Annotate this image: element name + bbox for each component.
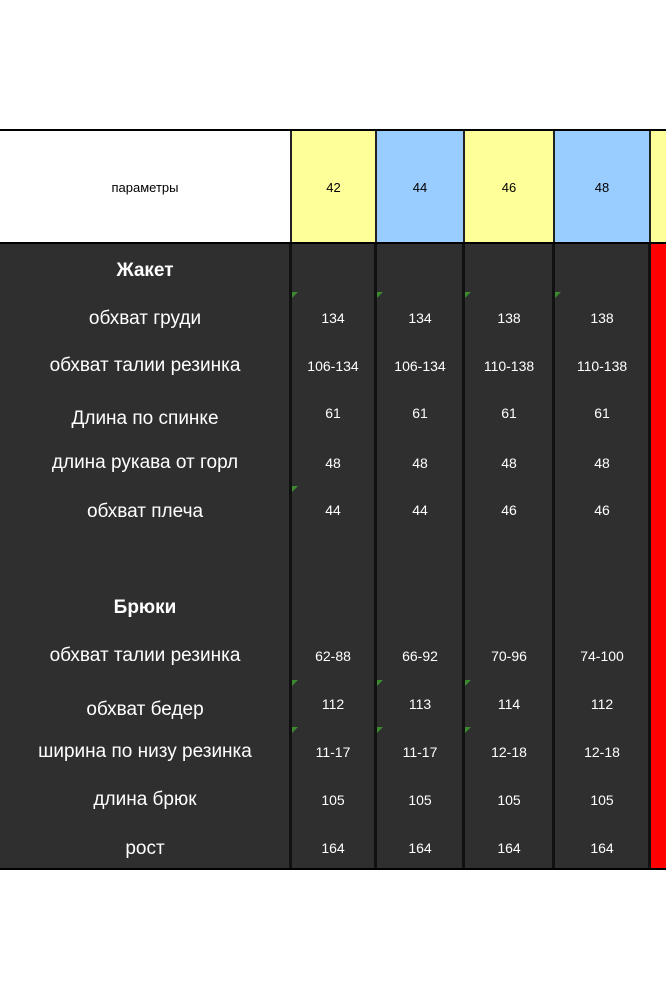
size-value-cell: 164 — [408, 840, 432, 856]
row-label: длина брюк — [93, 789, 197, 810]
comment-marker-icon — [465, 292, 471, 298]
size-value-cell: 112 — [590, 696, 614, 712]
comment-marker-icon — [555, 292, 561, 298]
size-value-cell: 106-134 — [307, 358, 359, 374]
size-value-cell: 46 — [501, 502, 517, 518]
size-value-cell: 46 — [594, 502, 610, 518]
size-value-cell: 164 — [497, 840, 521, 856]
size-value-cell: 48 — [594, 455, 610, 471]
size-header-label: 46 — [501, 179, 517, 195]
row-label: Длина по спинке — [71, 408, 219, 429]
size-header-label: 42 — [326, 179, 341, 195]
size-header-label: 44 — [412, 179, 428, 195]
row-label: обхват талии резинка — [49, 355, 241, 376]
size-value-cell: 11-17 — [315, 744, 351, 760]
size-value-cell: 110-138 — [483, 358, 535, 374]
size-value-cell: 48 — [501, 455, 517, 471]
size-value-cell: 105 — [321, 792, 345, 808]
size-header-label: 48 — [594, 179, 610, 195]
size-value-cell: 44 — [412, 502, 428, 518]
size-value-cell: 70-96 — [491, 648, 527, 664]
column-divider — [648, 244, 651, 869]
table-body — [0, 244, 666, 869]
size-value-cell: 164 — [590, 840, 614, 856]
size-value-cell: 44 — [325, 502, 341, 518]
size-value-cell: 114 — [497, 696, 521, 712]
comment-marker-icon — [377, 680, 383, 686]
size-value-cell: 105 — [590, 792, 614, 808]
header-divider — [290, 131, 292, 243]
comment-marker-icon — [292, 727, 298, 733]
param-header-cell — [0, 131, 290, 243]
size-value-cell: 62-88 — [315, 648, 351, 664]
red-accent-column — [651, 244, 666, 869]
comment-marker-icon — [292, 680, 298, 686]
size-value-cell: 48 — [412, 455, 428, 471]
table-bottom-border — [0, 868, 666, 870]
column-divider — [289, 244, 292, 869]
size-header-46 — [465, 131, 553, 243]
size-value-cell: 61 — [325, 405, 341, 421]
row-label: обхват груди — [88, 308, 202, 329]
size-value-cell: 112 — [321, 696, 345, 712]
size-value-cell: 61 — [594, 405, 610, 421]
comment-marker-icon — [465, 727, 471, 733]
size-value-cell: 11-17 — [402, 744, 438, 760]
size-value-cell: 134 — [408, 310, 432, 326]
row-label: длина рукава от горл — [51, 452, 239, 473]
row-label: ширина по низу резинка — [38, 741, 252, 762]
size-value-cell: 138 — [497, 310, 521, 326]
header-divider — [649, 131, 651, 243]
size-value-cell: 106-134 — [394, 358, 446, 374]
size-value-cell: 61 — [501, 405, 517, 421]
section-title-trousers: Брюки — [113, 597, 177, 618]
size-value-cell: 105 — [497, 792, 521, 808]
size-header-42 — [292, 131, 375, 243]
row-label: обхват бедер — [86, 699, 204, 720]
comment-marker-icon — [292, 292, 298, 298]
size-value-cell: 66-92 — [402, 648, 438, 664]
size-value-cell: 74-100 — [580, 648, 624, 664]
column-divider — [374, 244, 377, 869]
comment-marker-icon — [292, 486, 298, 492]
size-header-48 — [555, 131, 649, 243]
section-title-jacket: Жакет — [116, 260, 174, 281]
param-header-label: параметры — [111, 179, 179, 195]
header-divider — [463, 131, 465, 243]
size-value-cell: 12-18 — [491, 744, 527, 760]
comment-marker-icon — [377, 727, 383, 733]
size-value-cell: 138 — [590, 310, 614, 326]
size-header-44 — [377, 131, 463, 243]
size-value-cell: 164 — [321, 840, 345, 856]
size-value-cell: 105 — [408, 792, 432, 808]
size-value-cell: 134 — [321, 310, 345, 326]
size-value-cell: 12-18 — [584, 744, 620, 760]
size-value-cell: 110-138 — [576, 358, 628, 374]
size-value-cell: 48 — [325, 455, 341, 471]
size-value-cell: 113 — [408, 696, 432, 712]
row-label: рост — [125, 838, 165, 859]
row-label: обхват талии резинка — [49, 645, 241, 666]
comment-marker-icon — [377, 292, 383, 298]
size-value-cell: 61 — [412, 405, 428, 421]
column-divider — [552, 244, 555, 869]
comment-marker-icon — [465, 680, 471, 686]
header-divider — [553, 131, 555, 243]
row-label: обхват плеча — [86, 501, 204, 522]
header-divider — [375, 131, 377, 243]
size-header-next — [651, 131, 666, 243]
column-divider — [462, 244, 465, 869]
